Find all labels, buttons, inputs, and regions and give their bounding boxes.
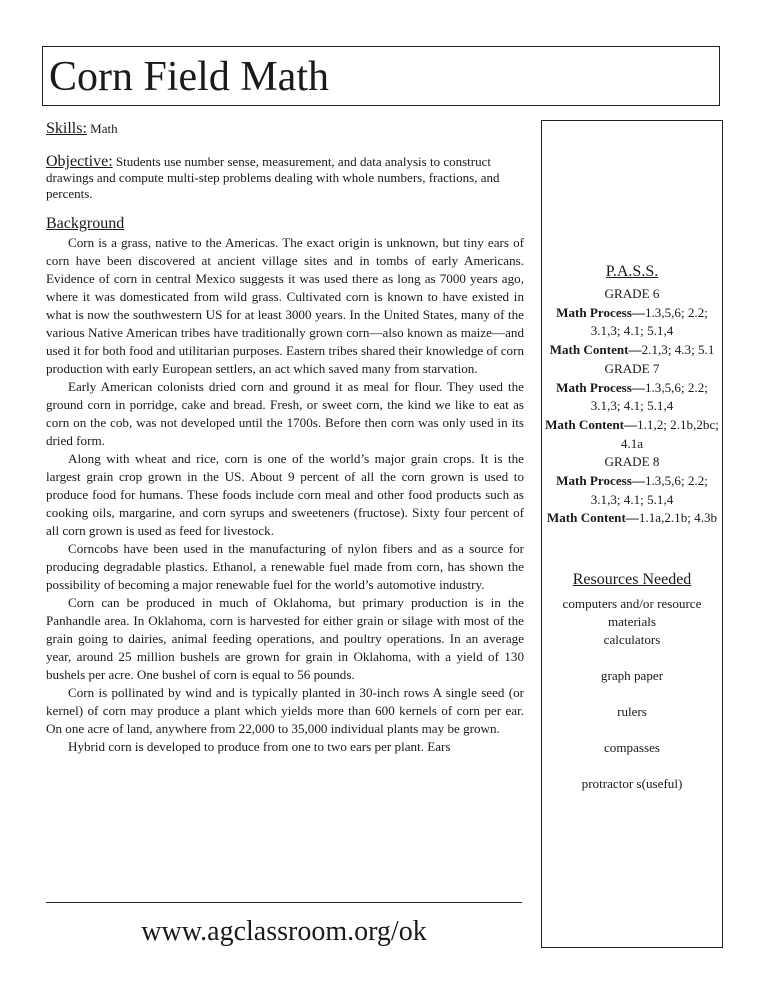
grade-7-process — [542, 379, 722, 416]
resources-heading: Resources Needed — [572, 571, 692, 588]
pass-section — [542, 261, 722, 528]
grade-6-process — [542, 304, 722, 341]
process-label: Math Process— — [556, 304, 645, 320]
resource-item: calculators — [603, 632, 661, 647]
skills-label: Skills: — [46, 120, 87, 137]
grade-8-label: GRADE 8 — [604, 454, 660, 470]
background-paragraph: Corn can be produced in much of Oklahoma, but primary production is in the Panhandle area. In Oklahoma, corn is harvested for either grain or silage with most of the grain going to dairies, animal feeding operations, and poultry operations. In an average year, around 25 million bushels are grown for grain in Oklahoma, with a yield of 130 bushels per acre. One bushel of corn is equal to 56 pounds. — [46, 595, 524, 682]
process-value: 1.3,5,6; 2.2; 3.1,3; 4.1; 5.1,4 — [590, 473, 708, 507]
process-value: 1.3,5,6; 2.2; 3.1,3; 4.1; 5.1,4 — [590, 379, 708, 414]
skills-value: Math — [90, 121, 118, 136]
background-paragraph: Early American colonists dried corn and ground it as meal for flour. They used the ground corn in porridge, cake and bread. Fresh, or sweet corn, the kind we like to eat as corn on the cob, was not developed until the 1700s. Before then corn was only used in its dried form. — [46, 379, 524, 448]
background-heading: Background — [46, 215, 125, 232]
footer-divider — [46, 902, 522, 903]
sidebar — [541, 120, 723, 948]
process-label: Math Process— — [556, 473, 645, 489]
content-label: Math Content— — [545, 416, 638, 432]
background-paragraph: Hybrid corn is developed to produce from one to two ears per plant. Ears — [68, 739, 451, 754]
background-paragraph: Corn is pollinated by wind and is typically planted in 30-inch rows A single seed (or kernel) of corn may produce a plant which yields more than 600 kernels of corn per ear. On one acre of land, anywhere from 22,000 to 35,000 individual plants may be grown. — [46, 685, 524, 736]
content-value: 1.1a,2.1b; 4.3b — [638, 510, 718, 526]
main-column — [46, 118, 524, 756]
footer-url[interactable]: www.agclassroom.org/ok — [141, 916, 427, 947]
process-label: Math Process— — [556, 379, 645, 395]
resources-section — [542, 569, 722, 811]
grade-6-content — [542, 341, 722, 360]
objective — [46, 154, 524, 202]
content-value: 2.1,3; 4.3; 5.1 — [641, 342, 715, 358]
pass-heading: P.A.S.S. — [605, 263, 659, 280]
grade-8-process — [542, 472, 722, 509]
objective-text: Students use number sense, measurement, and data analysis to construct drawings and compute multi-step problems dealing with whole numbers, fractions, and percents. — [46, 154, 500, 201]
resources-list — [542, 595, 722, 811]
content-value: 1.1,2; 2.1b,2bc; 4.1a — [620, 416, 719, 451]
resource-item: compasses — [603, 740, 660, 755]
content-label: Math Content— — [546, 510, 639, 526]
process-value: 1.3,5,6; 2.2; 3.1,3; 4.1; 5.1,4 — [590, 304, 708, 339]
background-paragraph: Along with wheat and rice, corn is one of the world’s major grain crops. It is the largest grain crop grown in the US. About 9 percent of all the corn grown is used to produce food for humans. These foods include corn meal and other food products such as cooking oils, margarine, and corn syrups and sweeteners (fructose). Sixty four percent of all corn grown is used as feed for livestock. — [46, 451, 524, 538]
resource-item: graph paper — [600, 668, 664, 683]
resource-item: protractor s(useful) — [581, 776, 683, 791]
skills-line — [46, 118, 524, 144]
grade-8-content — [542, 509, 722, 528]
background-paragraph: Corncobs have been used in the manufacturing of nylon fibers and as a source for producing degradable plastics. Ethanol, a renewable fuel made from corn, has shown the possibility of becoming a major renewable fuel for the world’s automotive industry. — [46, 541, 524, 592]
resource-item: rulers — [617, 704, 647, 719]
content-label: Math Content— — [549, 342, 642, 358]
resource-item: computers and/or resource materials — [562, 596, 702, 629]
page-title: Corn Field Math — [49, 54, 329, 100]
grade-7-content — [542, 416, 722, 453]
background-paragraph: Corn is a grass, native to the Americas. The exact origin is unknown, but tiny ears of corn have been discovered at ancient village sites and in tombs of early Americans. Evidence of corn in central Mexico suggests it was used there as long as 7000 years ago, where it was domesticated from wild grass. Cultivated corn is known to have existed in what is now the southwestern US for at least 3000 years. In the United States, many of the various Native American tribes have traditionally grown corn—also known as maize—and used it for both food and utilitarian purposes. Eastern tribes shared their knowledge of corn production with early European settlers, an act which saved many from starvation. — [46, 235, 524, 376]
grade-6-label: GRADE 6 — [604, 286, 660, 301]
title-box — [42, 46, 720, 106]
grade-7-label: GRADE 7 — [604, 360, 660, 376]
objective-label: Objective: — [46, 153, 113, 170]
background-body — [46, 234, 524, 756]
